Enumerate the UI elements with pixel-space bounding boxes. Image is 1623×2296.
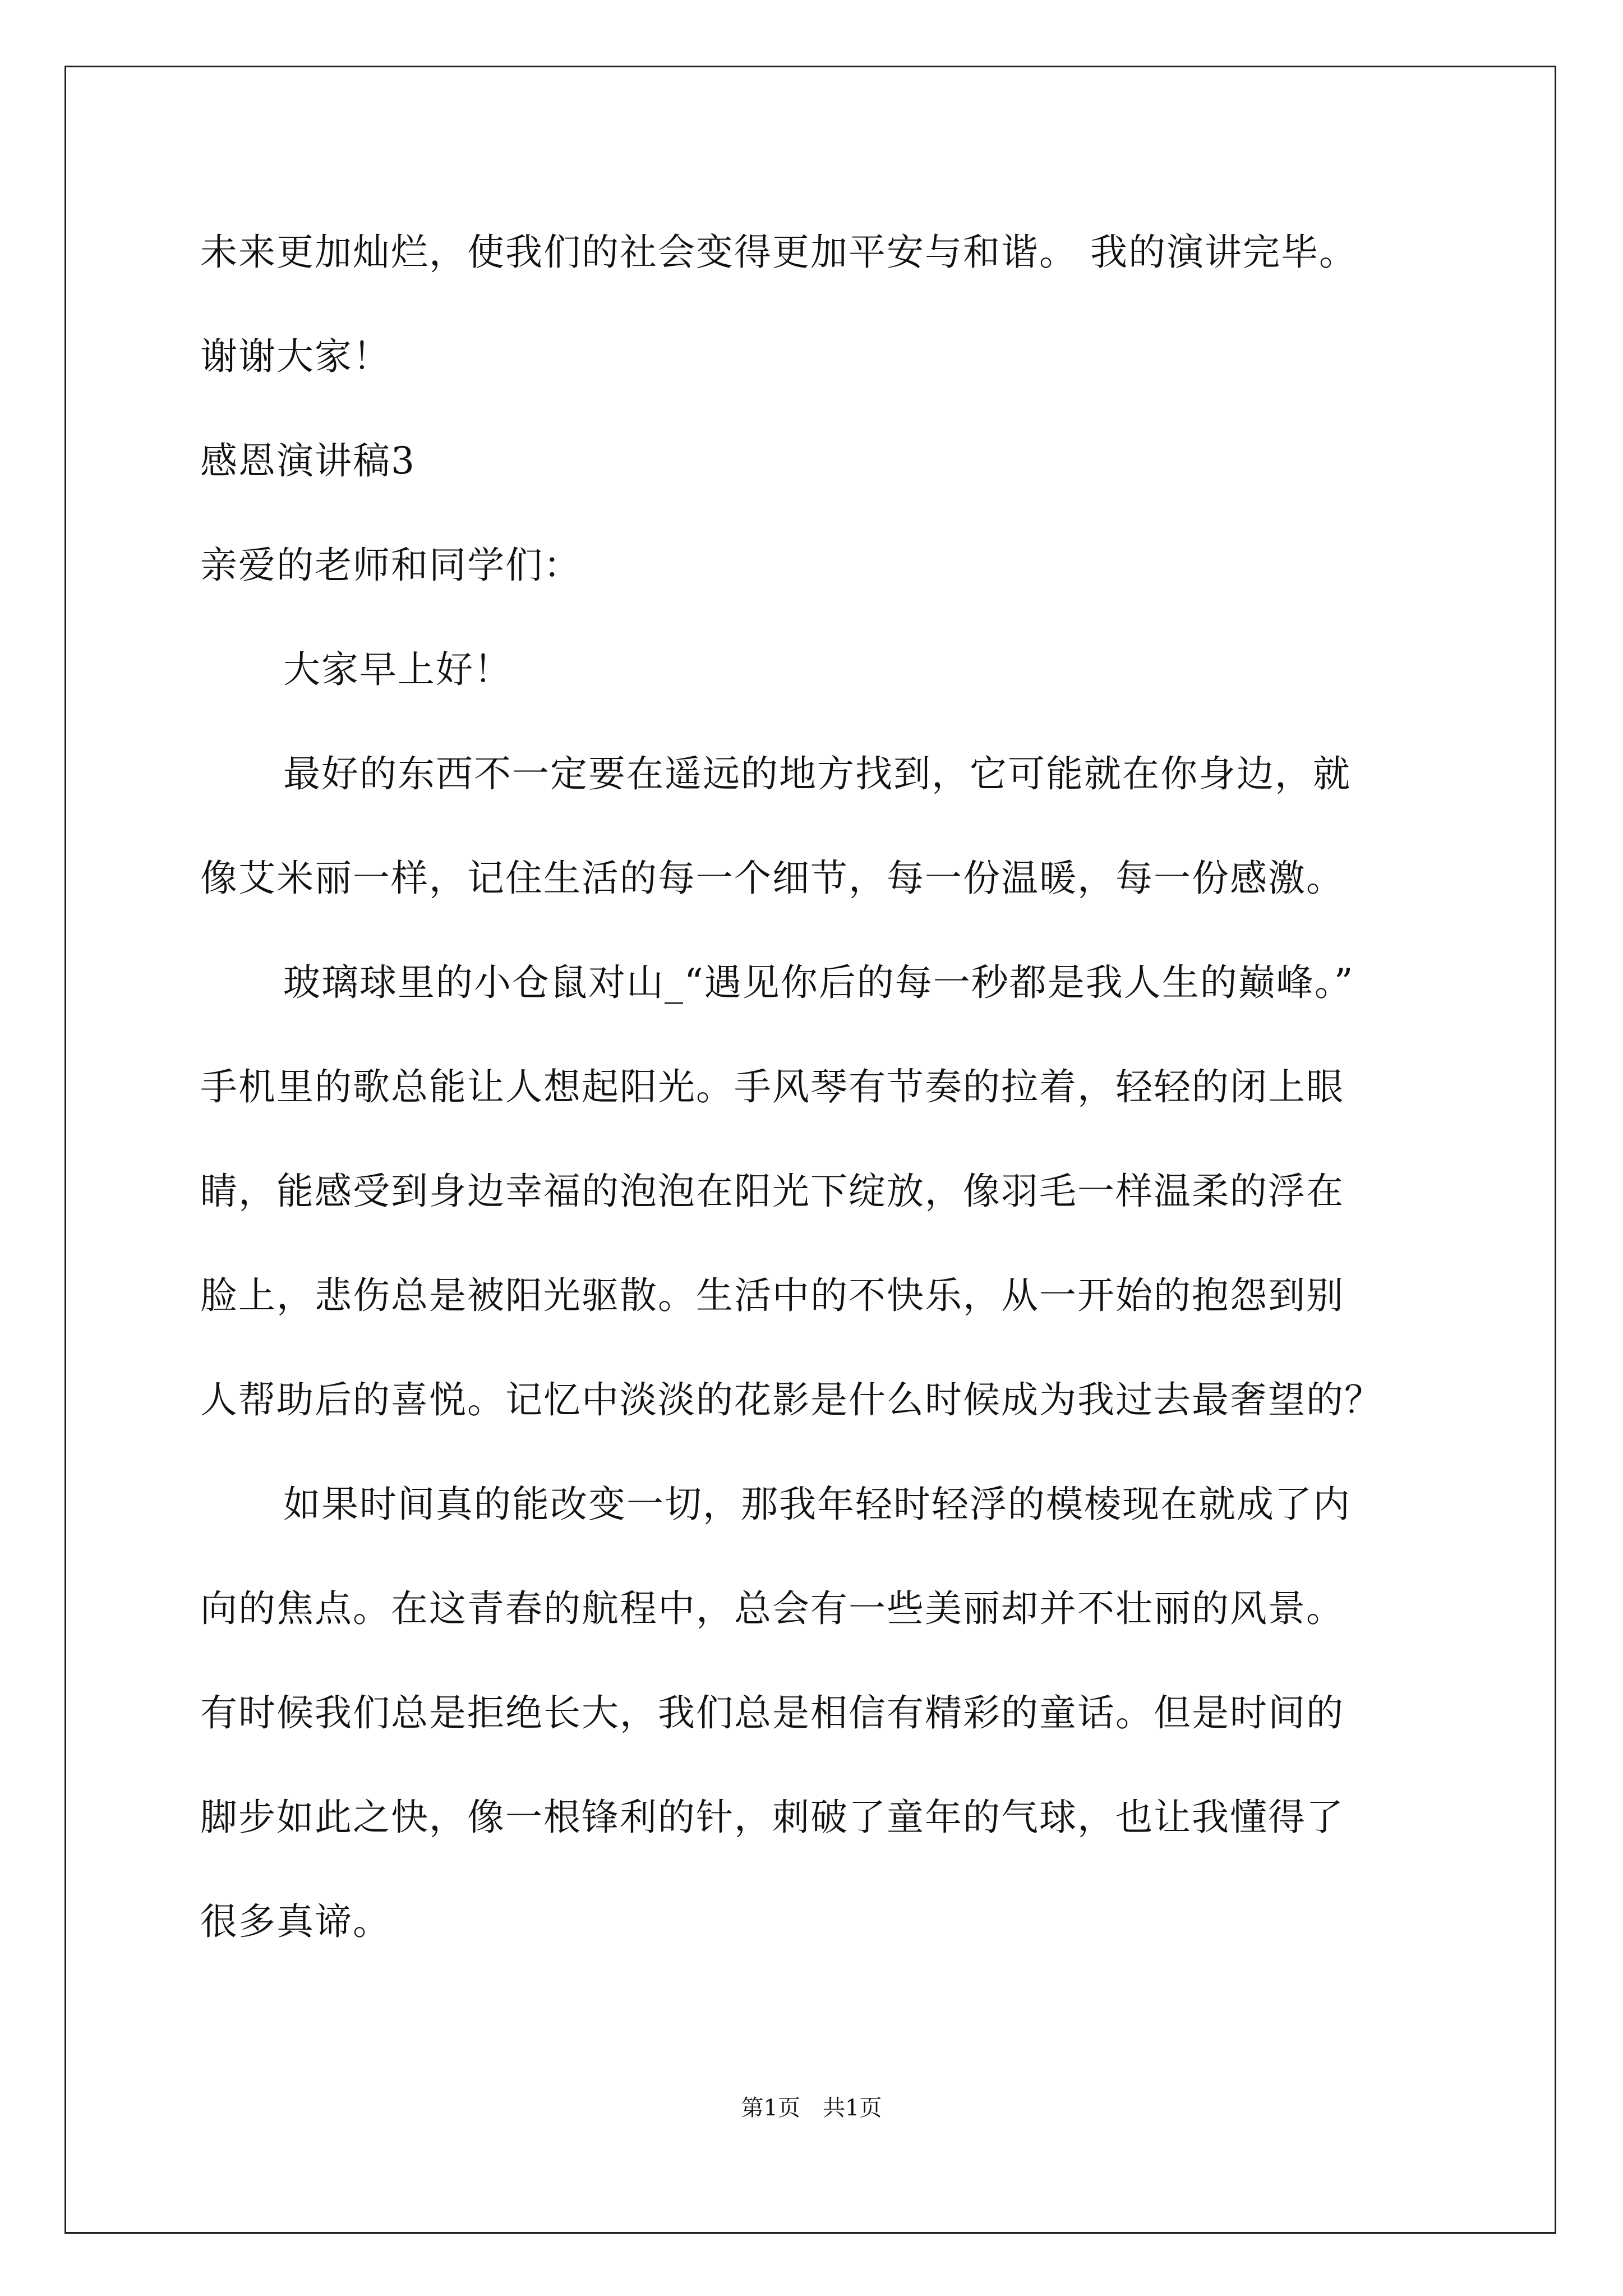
paragraph-line: 手机里的歌总能让人想起阳光。手风琴有节奏的拉着，轻轻的闭上眼 (200, 1065, 1344, 1108)
paragraph-line: 像艾米丽一样，记住生活的每一个细节，每一份温暖，每一份感激。 (200, 857, 1344, 900)
greeting-line: 大家早上好！ (283, 648, 512, 691)
paragraph-line: 如果时间真的能改变一切，那我年轻时轻浮的模棱现在就成了内 (283, 1483, 1351, 1526)
body-line: 未来更加灿烂，使我们的社会变得更加平安与和谐。 我的演讲完毕。 (200, 231, 1357, 274)
paragraph-line: 脸上，悲伤总是被阳光驱散。生活中的不快乐，从一开始的抱怨到别 (200, 1274, 1344, 1317)
paragraph-line: 很多真谛。 (200, 1900, 391, 1943)
paragraph-line: 脚步如此之快，像一根锋利的针，刺破了童年的气球，也让我懂得了 (200, 1796, 1344, 1839)
salutation: 亲爱的老师和同学们： (200, 544, 582, 587)
page-footer: 第1页 共1页 (741, 2095, 882, 2121)
paragraph-line: 睛，能感受到身边幸福的泡泡在阳光下绽放，像羽毛一样温柔的浮在 (200, 1170, 1344, 1213)
body-line: 谢谢大家！ (200, 335, 391, 378)
paragraph-line: 人帮助后的喜悦。记忆中淡淡的花影是什么时候成为我过去最奢望的？ (200, 1378, 1382, 1421)
paragraph-line: 向的焦点。在这青春的航程中，总会有一些美丽却并不壮丽的风景。 (200, 1587, 1344, 1630)
paragraph-line: 有时候我们总是拒绝长大，我们总是相信有精彩的童话。但是时间的 (200, 1691, 1344, 1734)
paragraph-line: 玻璃球里的小仓鼠对山_“遇见你后的每一秒都是我人生的巅峰。” (283, 961, 1354, 1004)
paragraph-line: 最好的东西不一定要在遥远的地方找到，它可能就在你身边，就 (283, 752, 1351, 795)
section-heading: 感恩演讲稿3 (200, 439, 416, 482)
